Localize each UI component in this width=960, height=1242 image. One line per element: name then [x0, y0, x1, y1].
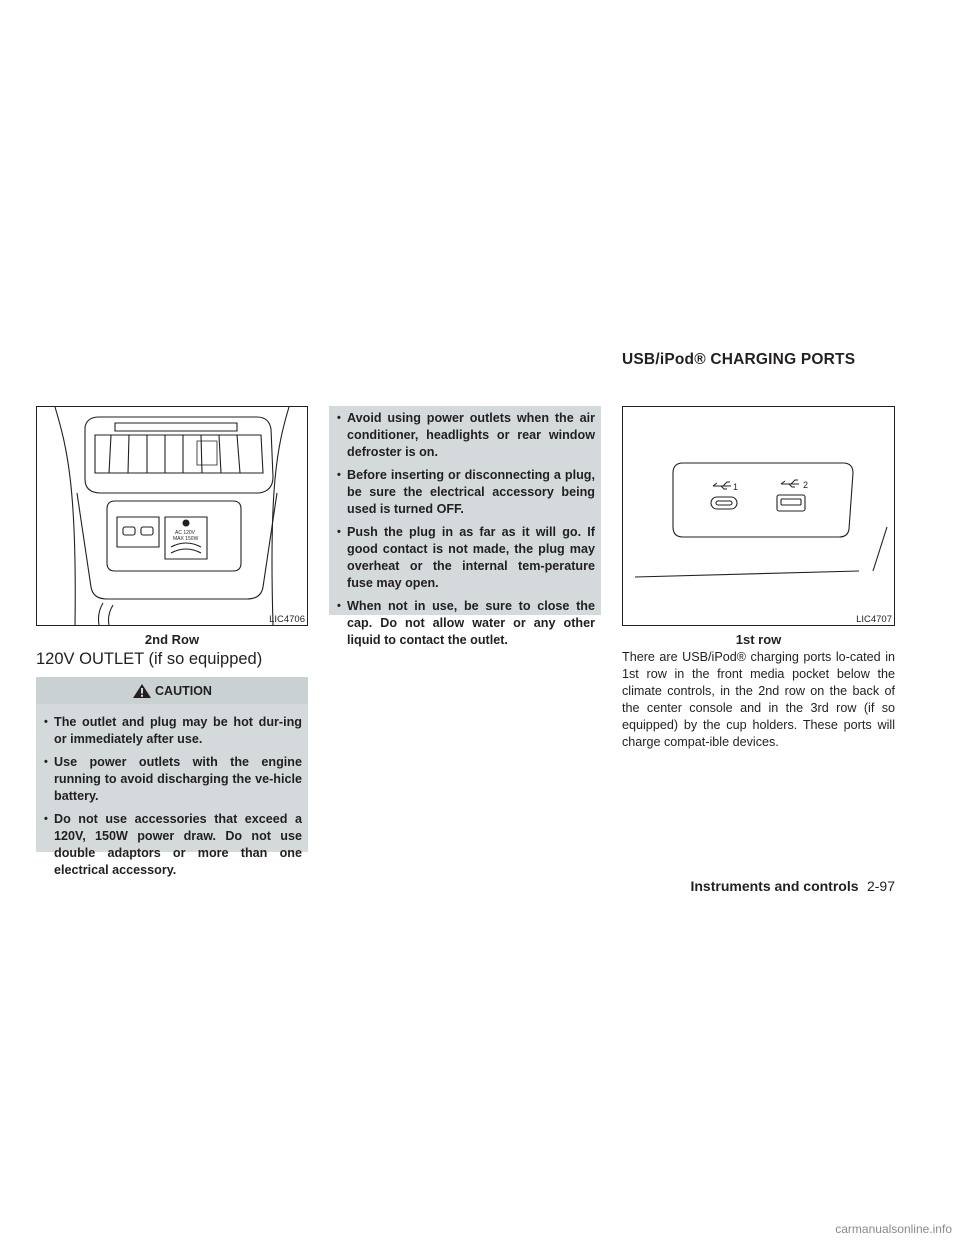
caution-item: • Use power outlets with the engine running to avoid discharging the ve-hicle battery.	[42, 754, 302, 805]
caution-item: • When not in use, be sure to close the cap. Do not allow water or any other liquid to contact the outlet.	[335, 598, 595, 649]
watermark: carmanualsonline.info	[835, 1222, 952, 1236]
figure-caption-2nd-row: 2nd Row	[144, 632, 200, 647]
caution-title: CAUTION	[155, 683, 212, 698]
figure-1st-row	[622, 406, 895, 626]
caution-item: • Push the plug in as far as it will go. If good contact is not made, the plug may overheat or the internal tem-perature fuse may open.	[335, 524, 595, 592]
section-title: USB/iPod® CHARGING PORTS	[622, 351, 856, 368]
figure-id: LIC4706	[269, 614, 305, 625]
caution-item: • Do not use accessories that exceed a 120V, 150W power draw. Do not use double adaptors or more than one electrical accessory.	[42, 811, 302, 879]
page-footer	[690, 878, 895, 896]
outlet-heading: 120V OUTLET (if so equipped)	[36, 650, 263, 668]
caution-list-right	[335, 410, 595, 649]
figure-id: LIC4707	[856, 614, 892, 625]
caution-header	[36, 677, 308, 704]
outlet-label-line2: MAX 150W	[173, 536, 199, 542]
warning-icon	[132, 683, 152, 699]
caution-item: • Avoid using power outlets when the air conditioner, headlights or rear window defroster is on.	[335, 410, 595, 461]
outlet-label-line1: AC 120V	[175, 530, 196, 536]
footer-page-number: 2-97	[866, 878, 895, 894]
rear-console-illustration	[37, 407, 307, 625]
usb-ports-illustration	[623, 407, 894, 625]
footer-section: Instruments and controls	[690, 878, 859, 894]
caution-list-left	[36, 704, 308, 879]
caution-item: • The outlet and plug may be hot dur-ing or immediately after use.	[42, 714, 302, 748]
port-1-number: 1	[733, 482, 739, 492]
figure-caption-1st-row: 1st row	[735, 632, 782, 647]
port-2-number: 2	[803, 480, 809, 490]
caution-box	[36, 677, 308, 877]
figure-2nd-row	[36, 406, 308, 626]
caution-item: • Before inserting or disconnecting a plug, be sure the electrical accessory being used is turned OFF.	[335, 467, 595, 518]
caution-box-continued	[329, 406, 601, 647]
usb-paragraph: There are USB/iPod® charging ports lo-cated in 1st row in the front media pocket below the climate controls, in the 2nd row on the back of the center console and in the 3rd row (if so equipped) by the cup holders. These ports will charge compat-ible devices.	[622, 650, 895, 749]
